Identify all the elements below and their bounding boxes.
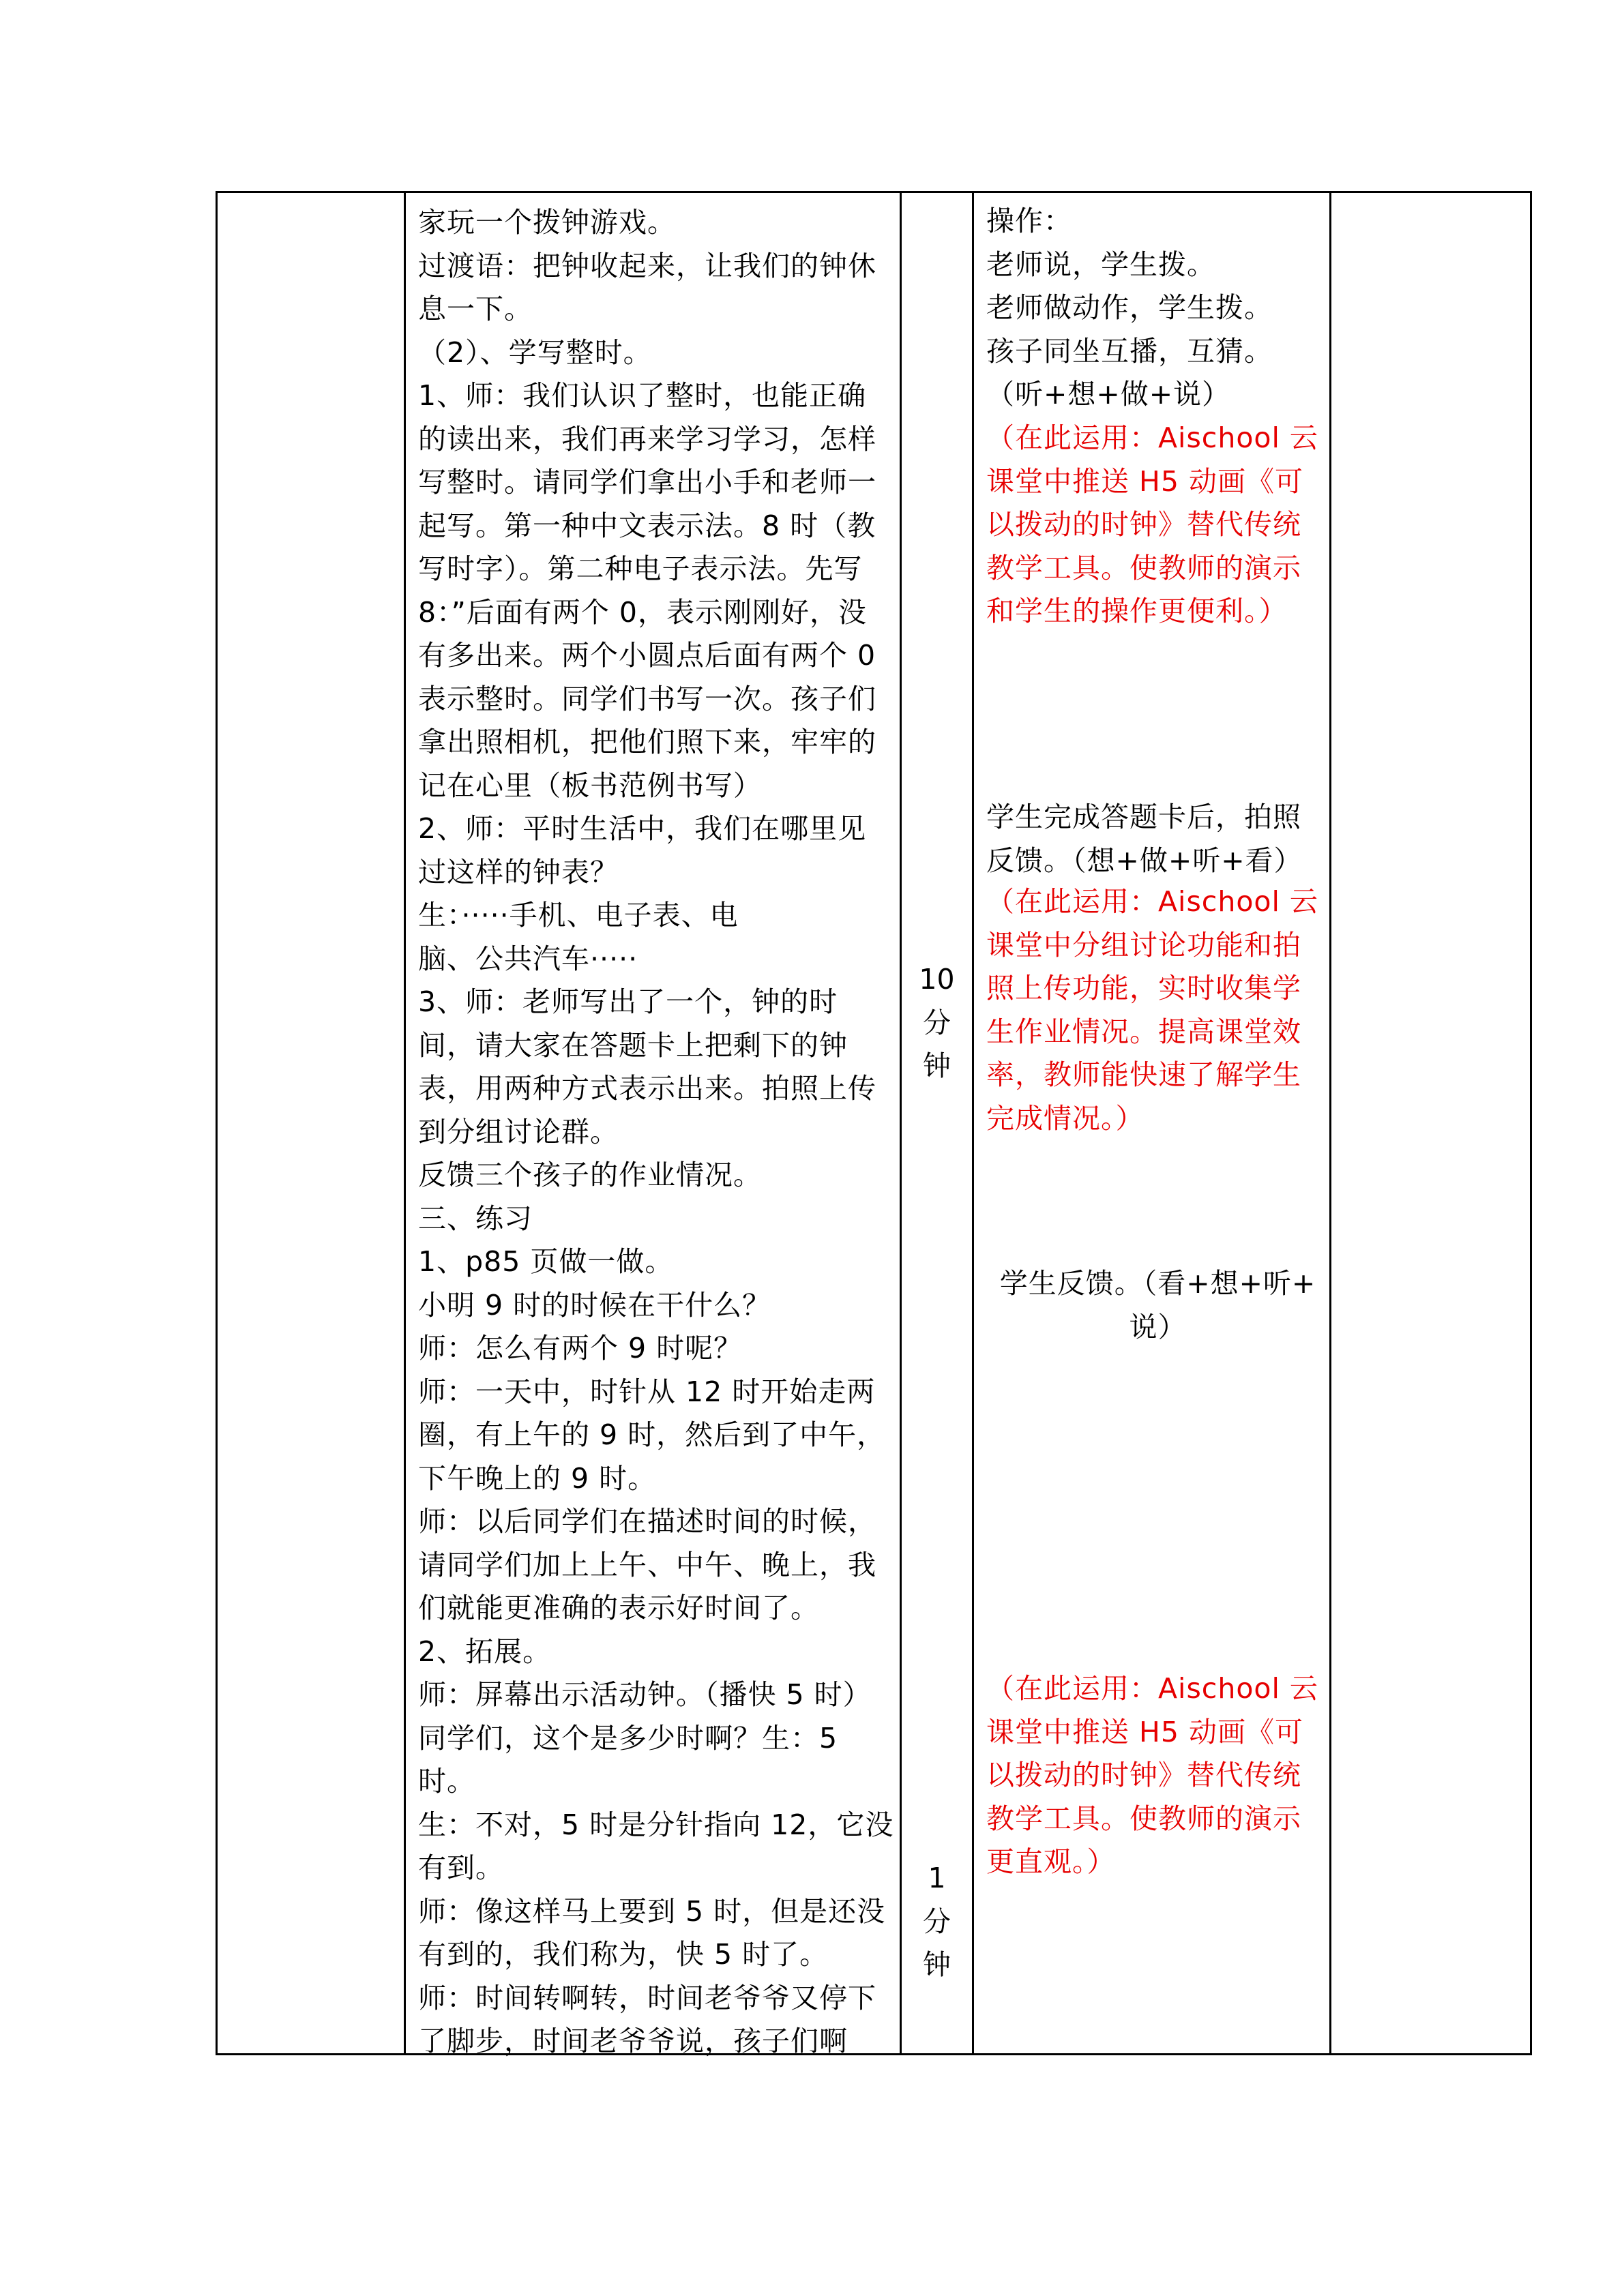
- time-text: 钟: [923, 1948, 951, 1981]
- process-line: 小明 9 时的时候在干什么？: [418, 1288, 771, 1322]
- student-ops-block: [986, 200, 1329, 417]
- process-line: 1、师：我们认识了整时，也能正确: [418, 379, 867, 412]
- process-line: 们就能更准确的表示好时间了。: [418, 1592, 819, 1624]
- process-line: 过这样的钟表？: [418, 855, 619, 889]
- ai-note-line: 以拨动的时钟》替代传统: [986, 1759, 1301, 1791]
- ai-note-line: 更直观。）: [986, 1845, 1116, 1878]
- time-text: 钟: [923, 1049, 951, 1082]
- student-line: 老师做动作，学生拨。: [986, 291, 1273, 324]
- process-line: 间，请大家在答题卡上把剩下的钟: [418, 1028, 848, 1062]
- process-line: 圈，有上午的 9 时，然后到了中午，: [418, 1418, 886, 1451]
- student-line: 操作：: [986, 205, 1072, 237]
- ai-note-line: 课堂中推送 H5 动画《可: [986, 464, 1303, 498]
- process-line: 的读出来，我们再来学习学习，怎样: [418, 422, 876, 456]
- ai-note-line: 照上传功能，实时收集学: [986, 972, 1301, 1004]
- student-line: 孩子同坐互播，互猜。: [986, 334, 1273, 368]
- process-line: 师：时间转啊转，时间老爷爷又停下: [418, 1981, 876, 2014]
- ai-note-line: 教学工具。使教师的演示: [986, 1802, 1301, 1835]
- process-line: 师：怎么有两个 9 时呢？: [418, 1332, 743, 1365]
- column-blank-left: [218, 193, 404, 2053]
- ai-note-block-2: [986, 880, 1329, 1140]
- process-line: 写整时。请同学们拿出小手和老师一: [418, 466, 876, 498]
- process-line: 脑、公共汽车·····: [418, 942, 638, 975]
- time-text: 10: [919, 963, 955, 996]
- student-line: 说）: [1129, 1310, 1187, 1343]
- student-line: （听+想+做+说）: [986, 378, 1231, 411]
- process-line: 2、拓展。: [418, 1635, 552, 1668]
- process-line: 息一下。: [418, 293, 533, 325]
- process-line: 过渡语：把钟收起来，让我们的钟休: [418, 249, 876, 282]
- process-line: 表，用两种方式表示出来。拍照上传: [418, 1072, 876, 1105]
- process-line: 3、师：老师写出了一个，钟的时: [418, 985, 838, 1018]
- process-line: 写时字）。第二种电子表示法。先写: [418, 552, 863, 585]
- process-line: 生：不对，5 时是分针指向 12，它没: [418, 1808, 894, 1841]
- student-activity-column: [974, 193, 1329, 2053]
- student-feedback-block-1: [986, 796, 1329, 882]
- column-blank-right: [1331, 193, 1532, 2053]
- ai-note-line: （在此运用：Aischool 云: [986, 1672, 1318, 1705]
- process-line: 反馈三个孩子的作业情况。: [418, 1159, 762, 1191]
- ai-note-line: 和学生的操作更便利。）: [986, 595, 1288, 627]
- ai-note-line: 教学工具。使教师的演示: [986, 551, 1301, 584]
- ai-note-line: 完成情况。）: [986, 1101, 1145, 1135]
- student-line: 学生反馈。（看+想+听+: [999, 1267, 1316, 1300]
- process-line: 生：·····手机、电子表、电: [418, 899, 739, 931]
- ai-note-line: 课堂中分组讨论功能和拍: [986, 928, 1301, 961]
- ai-note-line: （在此运用：Aischool 云: [986, 421, 1318, 454]
- process-line: 同学们，这个是多少时啊？生：5: [418, 1721, 838, 1755]
- time-text: 分: [923, 1905, 951, 1938]
- process-line: 拿出照相机，把他们照下来，牢牢的: [418, 726, 876, 758]
- process-line: 请同学们加上上午、中午、晚上，我: [418, 1548, 876, 1581]
- process-line: 师：以后同学们在描述时间的时候，: [418, 1505, 876, 1538]
- ai-note-line: （在此运用：Aischool 云: [986, 885, 1318, 918]
- ai-note-line: 以拨动的时钟》替代传统: [986, 508, 1301, 541]
- teaching-process-column: [406, 193, 900, 2057]
- ai-note-block-1: [986, 417, 1329, 633]
- time-text: 1: [928, 1862, 946, 1894]
- time-block-10min: [902, 958, 972, 1088]
- process-line: 有多出来。两个小圆点后面有两个 0: [418, 639, 876, 672]
- process-line: 三、练习: [418, 1202, 533, 1235]
- process-line: 家玩一个拨钟游戏。: [418, 206, 676, 239]
- process-line: 下午晚上的 9 时。: [418, 1461, 657, 1495]
- process-line: 师：像这样马上要到 5 时，但是还没: [418, 1894, 886, 1928]
- time-text: 分: [923, 1006, 951, 1039]
- student-line: 老师说，学生拨。: [986, 248, 1215, 281]
- process-line: 8：”后面有两个 0，表示刚刚好，没: [418, 595, 867, 629]
- process-line: 1、p85 页做一做。: [418, 1245, 674, 1278]
- ai-note-line: 生作业情况。提高课堂效: [986, 1015, 1301, 1048]
- ai-note-line: 率，教师能快速了解学生: [986, 1058, 1301, 1091]
- student-feedback-block-2: [986, 1262, 1329, 1349]
- process-line: 有到。: [418, 1851, 504, 1884]
- process-line: 2、师：平时生活中，我们在哪里见: [418, 812, 867, 845]
- process-line: 时。: [418, 1765, 475, 1798]
- process-line: 到分组讨论群。: [418, 1115, 619, 1148]
- process-line: 师：一天中，时针从 12 时开始走两: [418, 1375, 876, 1408]
- time-column: [902, 193, 972, 2053]
- process-line: 了脚步，时间老爷爷说，孩子们啊: [418, 2025, 848, 2057]
- process-line: 有到的，我们称为，快 5 时了。: [418, 1938, 829, 1971]
- process-line: （2）、学写整时。: [418, 336, 652, 369]
- process-line: 起写。第一种中文表示法。8 时（教: [418, 509, 876, 542]
- process-line: 师：屏幕出示活动钟。（播快 5 时）: [418, 1678, 872, 1711]
- process-line: 表示整时。同学们书写一次。孩子们: [418, 682, 876, 715]
- student-line: 反馈。（想+做+听+看）: [986, 844, 1303, 877]
- lesson-table: [216, 191, 1532, 2055]
- ai-note-block-3: [986, 1667, 1329, 1884]
- process-line: 记在心里（板书范例书写）: [418, 769, 762, 802]
- time-block-1min: [902, 1857, 972, 1987]
- ai-note-line: 课堂中推送 H5 动画《可: [986, 1715, 1303, 1748]
- student-line: 学生完成答题卡后，拍照: [986, 801, 1301, 833]
